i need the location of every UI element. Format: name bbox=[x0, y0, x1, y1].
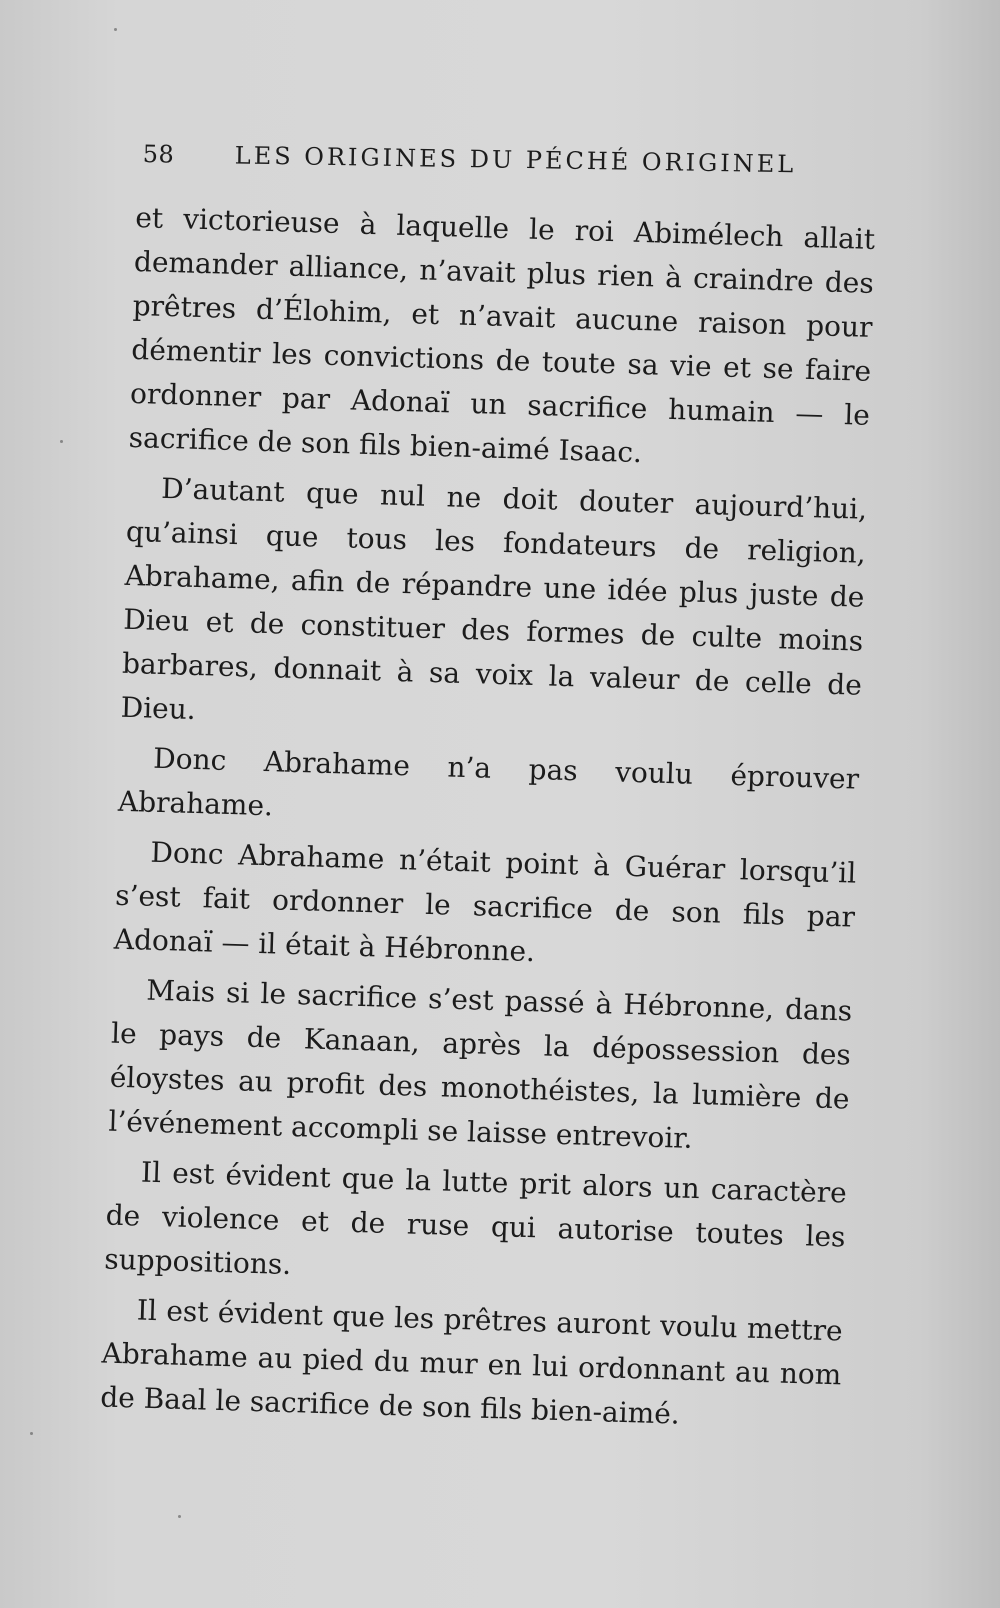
paper-speck bbox=[114, 28, 117, 31]
paragraph: Donc Abrahame n’a pas voulu éprouver Abrahame. bbox=[117, 741, 860, 823]
paragraph: Il est évident que les prêtres auront voulu mettre Abrahame au pied du mur en lui ordonnant au nom de Baal le sacrifice de son fils bien-aimé. bbox=[99, 1293, 844, 1431]
paragraph: Donc Abrahame n’était point à Guérar lorsqu’il s’est fait ordonner le sacrifice de son fils par Adonaï — il était à Hébronne. bbox=[113, 835, 857, 969]
page-header bbox=[142, 140, 823, 191]
running-title: LES ORIGINES DU PÉCHÉ ORIGINEL bbox=[234, 141, 797, 179]
paper-speck bbox=[60, 440, 63, 443]
paragraph: Il est évident que la lutte prit alors un caractère de violence et de ruse qui autorise toutes les suppositions. bbox=[103, 1155, 848, 1282]
page-number: 58 bbox=[142, 140, 175, 169]
paper-speck bbox=[30, 1432, 33, 1435]
paragraph: D’autant que nul ne doit douter aujourd’hui, qu’ainsi que tous les fondateurs de religion, Abrahame, afin de répandre une idée plus juste de Dieu et de constituer des formes de culte moins barbares, donnait à sa voix la valeur de celle de Dieu. bbox=[120, 471, 868, 726]
paragraph: Mais si le sacrifice s’est passé à Hébronne, dans le pays de Kanaan, après la dépossession des éloystes au profit des monothéistes, la lumière de l’événement accompli se laisse entrevoir. bbox=[108, 973, 853, 1155]
paper-speck bbox=[178, 1515, 181, 1518]
body-text bbox=[100, 196, 876, 1447]
paragraph-continuation: et victorieuse à laquelle le roi Abimélech allait demander alliance, n’avait plus rien à craindre des prêtres d’Élohim, et n’avait aucune raison pour démentir les convictions de toute sa vie et se faire ordonner par Adonaï un sacrifice humain — le sacrifice de son fils bien-aimé Isaac. bbox=[128, 200, 876, 470]
